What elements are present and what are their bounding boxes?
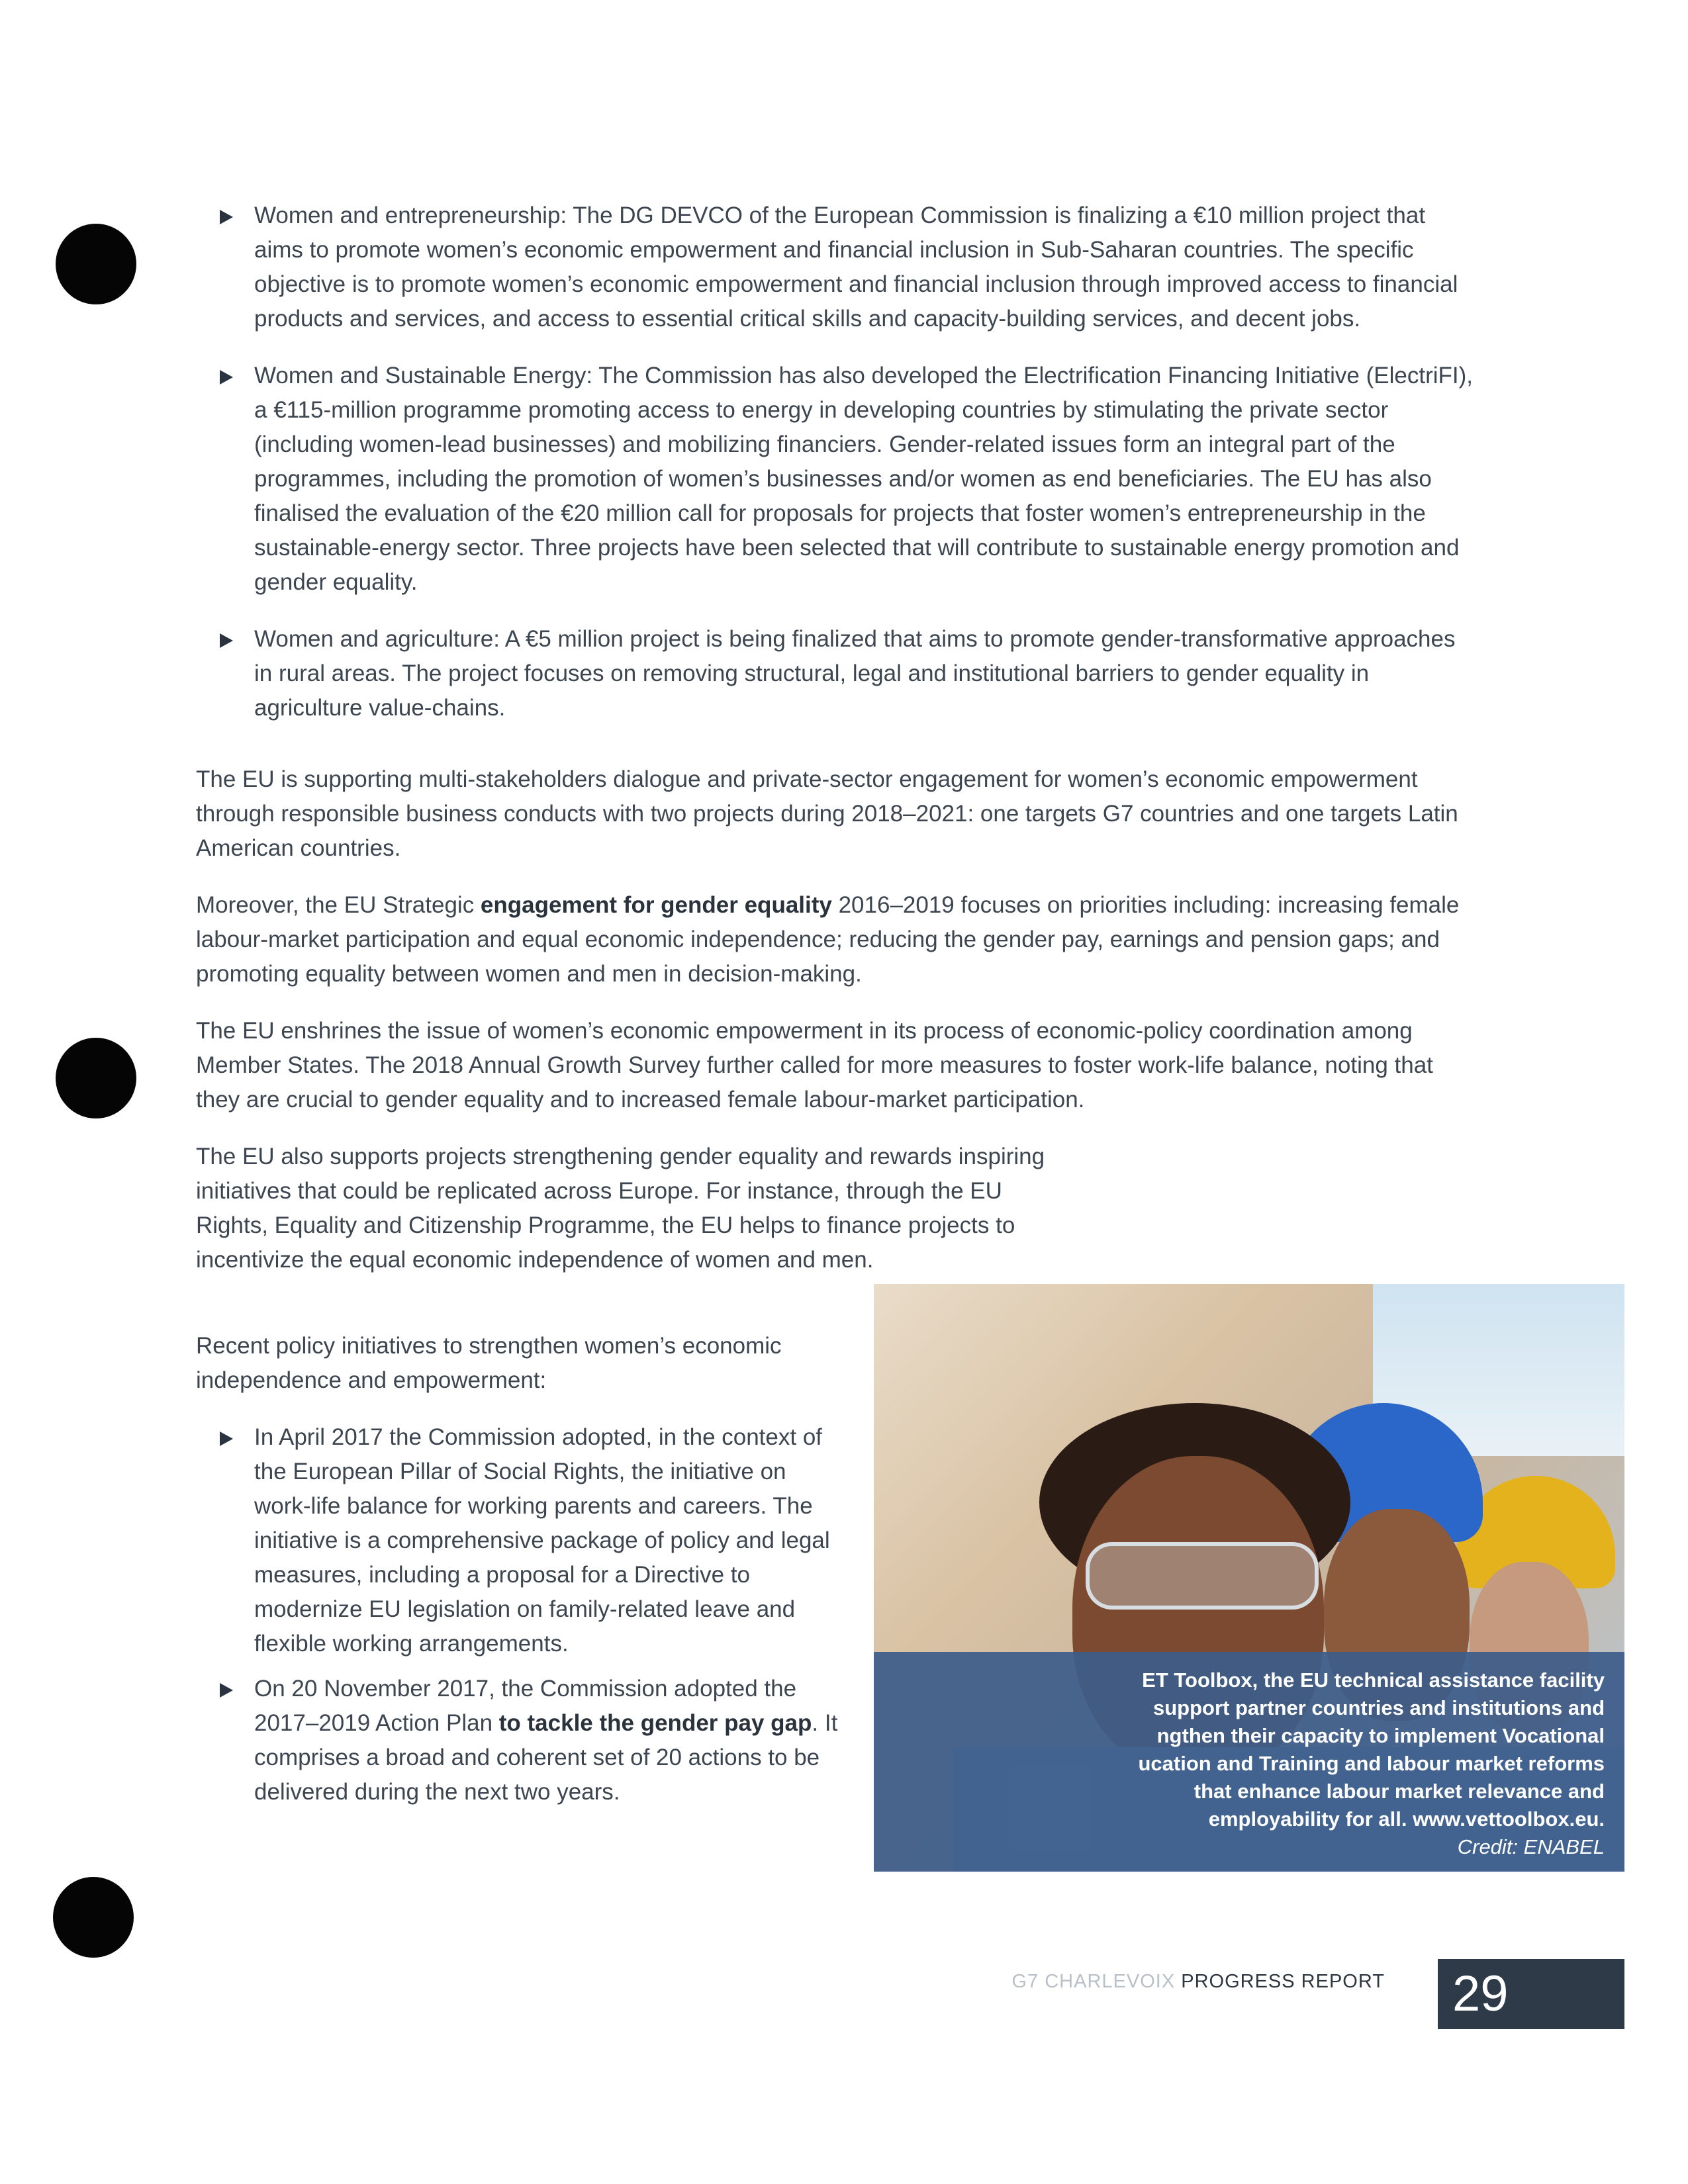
- paragraph-strategic-engagement: Moreover, the EU Strategic engagement for gender equality 2016–2019 focuses on priorities including: increasing female labour-market participation and equal economic independence; reducing the gender pay, earnings and pension gaps; and promoting equality between women and men in decision-making.: [196, 892, 1460, 987]
- page-footer: [980, 1959, 1624, 2022]
- bullet-arrow-icon: [220, 370, 233, 385]
- list-item: In April 2017 the Commission adopted, in the context of the European Pillar of Social Rights, the initiative on work-life balance for working parents and careers. The initiative is a comprehensive package of policy and legal measures, including a proposal for a Directive to modernize EU legislation on family-related leave and flexible working arrangements.: [196, 1420, 845, 1661]
- photo-credit: Credit: ENABEL: [1457, 1835, 1605, 1858]
- bullet-arrow-icon: [220, 210, 233, 224]
- paragraph-supports: The EU also supports projects strengthening gender equality and rewards inspiring initiatives that could be replicated across Europe. For instance, through the EU Rights, Equality and Citizenship Programme, the EU helps to finance projects to incentivize the equal economic independence of women and men.: [196, 1144, 1045, 1273]
- safety-glasses: [1086, 1542, 1319, 1610]
- punch-hole-bottom: [53, 1877, 134, 1958]
- punch-hole-top: [56, 224, 136, 304]
- list-item: Women and Sustainable Energy: The Commission has also developed the Electrification Financing Initiative (ElectriFI), a €115-million programme promoting access to energy in developing countries by stimulating the private sector (including women-lead businesses) and mobilizing financiers. Gender-related issues form an integral part of the programmes, including the promotion of women’s businesses and/or women as end beneficiaries. The EU has also finalised the evaluation of the €20 million call for proposals for projects that foster women’s entrepreneurship in the sustainable-energy sector. Three projects have been selected that will contribute to sustainable energy promotion and gender equality.: [196, 359, 1474, 600]
- page-number: 29: [1438, 1959, 1624, 2029]
- list-item: Women and entrepreneurship: The DG DEVCO of the European Commission is finalizing a €10 million project that aims to promote women’s economic empowerment and financial inclusion in Sub-Saharan countries. The specific objective is to promote women’s economic empowerment and financial inclusion through improved access to financial products and services, and access to essential critical skills and capacity-building services, and decent jobs.: [196, 199, 1474, 336]
- policy-initiatives: [196, 1329, 845, 1846]
- paragraph-dialogue: The EU is supporting multi-stakeholders dialogue and private-sector engagement for women’s economic empowerment through responsible business conducts with two projects during 2018–2021: one targets G7 countries and one targets Latin American countries.: [196, 766, 1458, 861]
- policy-initiatives-list: [196, 1420, 845, 1809]
- report-title: G7 CHARLEVOIX PROGRESS REPORT: [1011, 1971, 1385, 1992]
- paragraph-recent: Recent policy initiatives to strengthen women’s economic independence and empowerment:: [196, 1333, 782, 1393]
- eu-initiatives-list: [196, 199, 1474, 725]
- workers-photo: [874, 1284, 1624, 1872]
- bullet-arrow-icon: [220, 1683, 233, 1698]
- list-item: Women and agriculture: A €5 million project is being finalized that aims to promote gender-transformative approaches in rural areas. The project focuses on removing structural, legal and institutional barriers to gender equality in agriculture value-chains.: [196, 622, 1474, 725]
- paragraph-enshrines: The EU enshrines the issue of women’s economic empowerment in its process of economic-policy coordination among Member States. The 2018 Annual Growth Survey further called for more measures to foster work-life balance, noting that they are crucial to gender equality and to increased female labour-market participation.: [196, 1018, 1433, 1113]
- main-text: [196, 199, 1474, 1300]
- list-item: On 20 November 2017, the Commission adopted the 2017–2019 Action Plan to tackle the gender pay gap. It comprises a broad and coherent set of 20 actions to be delivered during the next two years.: [196, 1672, 845, 1809]
- bullet-arrow-icon: [220, 633, 233, 648]
- bullet-arrow-icon: [220, 1432, 233, 1446]
- photo-caption: ET Toolbox, the EU technical assistance facility support partner countries and institutions and ngthen their capacity to implement Vocational ucation and Training and labour market reforms that enhance labour market relevance and employability for all. www.vettoolbox.eu. Credit: ENABEL: [874, 1652, 1624, 1872]
- punch-hole-middle: [56, 1038, 136, 1118]
